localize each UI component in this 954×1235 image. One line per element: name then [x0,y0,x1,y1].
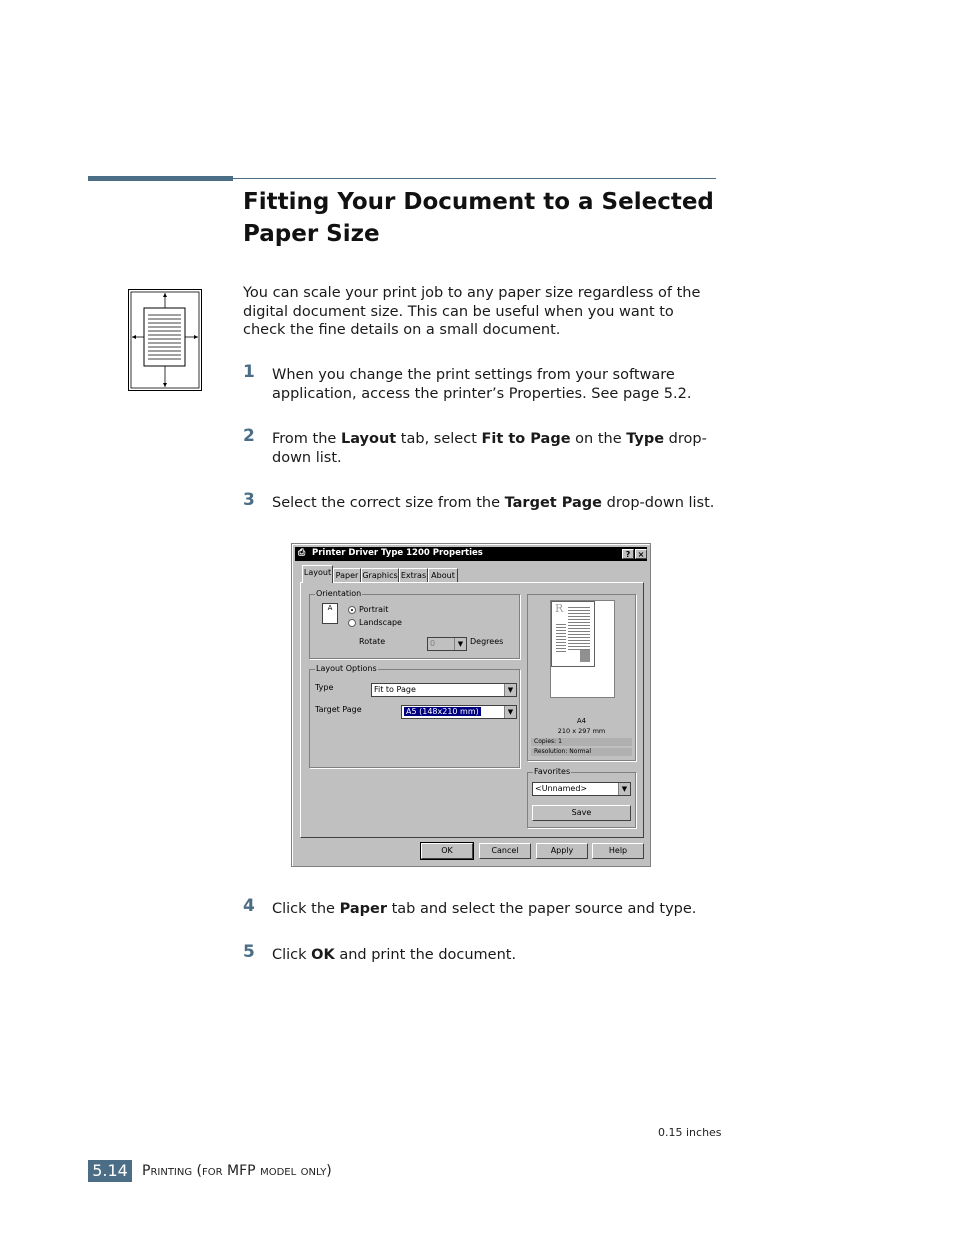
printer-icon: ⎙ [298,548,306,558]
portrait-label: Portrait [359,605,389,614]
target-page-select[interactable]: A5 (148x210 mm) ▼ [401,705,517,719]
footer-section-title: Printing (for MFP model only) [142,1163,332,1179]
tab-extras[interactable]: Extras [399,568,428,582]
landscape-label: Landscape [359,618,402,627]
ok-button[interactable]: OK [421,843,473,859]
copies-info: Copies: 1 [531,738,632,746]
orientation-label: Orientation [316,589,362,598]
portrait-page-icon: A [322,603,338,624]
tab-panel [300,582,644,838]
cancel-button[interactable]: Cancel [479,843,531,859]
step-2 [243,426,723,468]
save-favorite-button[interactable]: Save [532,805,631,821]
preview-group [527,594,636,761]
printer-properties-dialog [291,543,651,867]
step-3 [243,490,723,513]
preview-letter: R [555,602,564,615]
page-number: 5.14 [88,1160,132,1182]
step-text: Click the Paper tab and select the paper source and type. [272,901,697,917]
orientation-group [309,589,520,659]
favorites-select[interactable]: <Unnamed> ▼ [532,782,631,796]
apply-button[interactable]: Apply [536,843,588,859]
chevron-down-icon: ▼ [618,783,630,795]
rotate-select[interactable]: 0 ▼ [427,637,467,651]
chevron-down-icon: ▼ [504,706,516,718]
step-number: 5 [243,942,255,962]
tab-layout[interactable]: Layout [302,565,333,583]
step-text: When you change the print settings from your software application, access the printer’s Properties. See page 5.2. [272,367,692,402]
step-number: 1 [243,362,255,382]
margin-note: 0.15 inches [658,1126,722,1139]
tab-paper[interactable]: Paper [333,568,361,582]
step-number: 2 [243,426,255,446]
step-number: 3 [243,490,255,510]
scaled-page-preview [551,601,595,667]
intro-paragraph: You can scale your print job to any paper size regardless of the digital document size. This can be useful when you want to check the fine details on a small document. [243,285,701,338]
rotate-label: Rotate [359,637,386,646]
step-text: Click OK and print the document. [272,947,517,963]
step-1 [243,362,723,404]
step-text: Select the correct size from the Target Page drop-down list. [272,495,715,511]
favorites-label: Favorites [534,767,571,776]
degrees-label: Degrees [470,637,504,646]
dialog-title: Printer Driver Type 1200 Properties [312,548,483,558]
heading-rule-thick [88,176,233,181]
step-text: From the Layout tab, select Fit to Page on the Type drop-down list. [272,431,707,466]
target-page-label: Target Page [315,705,362,714]
help-title-button[interactable]: ? [622,549,634,559]
step-5 [243,942,723,965]
heading-rule-thin [233,178,716,179]
fit-to-page-icon [128,289,202,391]
tab-graphics[interactable]: Graphics [361,568,399,582]
favorites-group [527,767,636,828]
step-4 [243,896,723,919]
resolution-info: Resolution: Normal [531,748,632,756]
paper-size-dims: 210 x 297 mm [557,727,606,735]
help-button[interactable]: Help [592,843,644,859]
portrait-radio[interactable] [348,606,356,614]
type-label: Type [315,683,334,692]
tab-about[interactable]: About [428,568,458,582]
type-select[interactable]: Fit to Page ▼ [371,683,517,697]
chevron-down-icon: ▼ [504,684,516,696]
layout-options-group [309,664,520,768]
dialog-titlebar [295,547,647,561]
page-preview [550,600,615,698]
close-button[interactable]: × [635,549,647,559]
chevron-down-icon: ▼ [454,638,466,650]
step-number: 4 [243,896,255,916]
paper-size-name: A4 [576,717,587,725]
layout-options-label: Layout Options [316,664,377,673]
landscape-radio[interactable] [348,619,356,627]
page-title: Fitting Your Document to a Selected Paper Size [243,189,714,247]
